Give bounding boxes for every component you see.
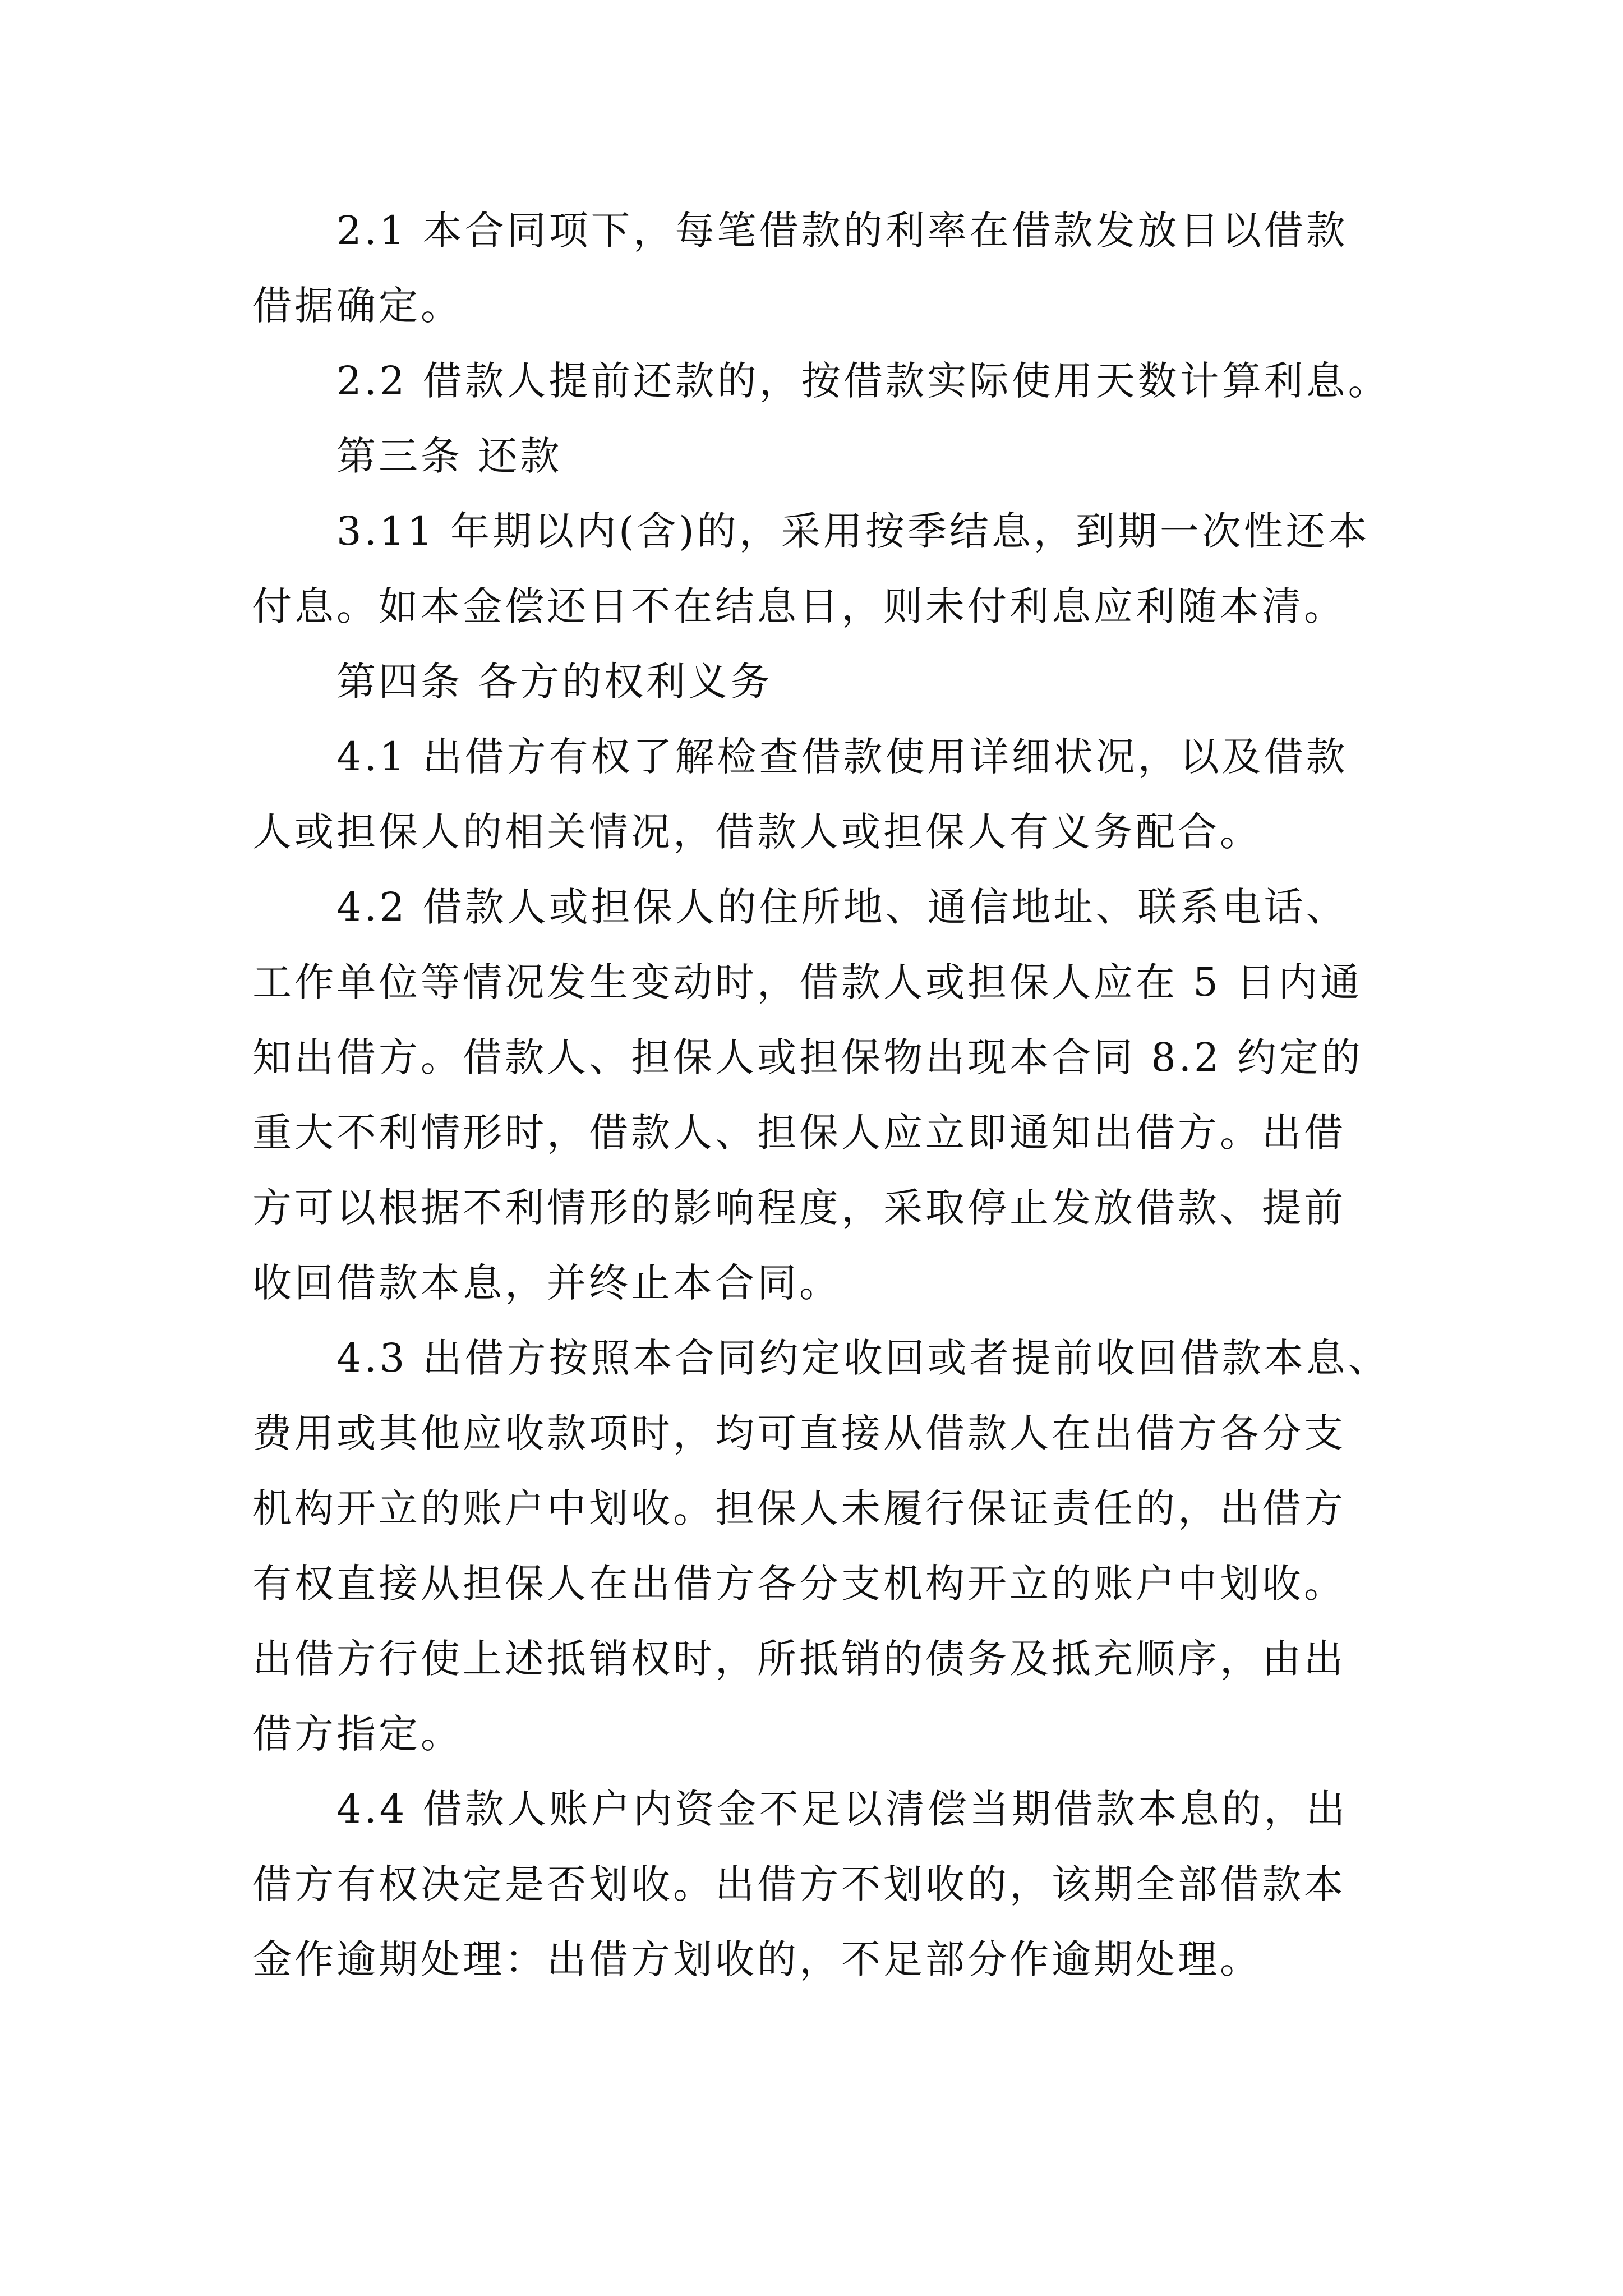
paragraph-line: 知出借方。借款人、担保人或担保物出现本合同 8.2 约定的 xyxy=(252,1034,1363,1080)
document-body xyxy=(252,193,1390,1997)
section-heading-text: 第三条 还款 xyxy=(336,433,562,479)
paragraph-line: 重大不利情形时，借款人、担保人应立即通知出借方。出借 xyxy=(252,1110,1346,1156)
paragraph-line: 4.2 借款人或担保人的住所地、通信地址、联系电话、 xyxy=(336,884,1348,930)
paragraph-line: 人或担保人的相关情况，借款人或担保人有义务配合。 xyxy=(252,809,1262,855)
paragraph-line: 4.3 出借方按照本合同约定收回或者提前收回借款本息、 xyxy=(336,1335,1390,1381)
paragraph-line: 机构开立的账户中划收。担保人未履行保证责任的，出借方 xyxy=(252,1485,1346,1531)
paragraph-line: 费用或其他应收款项时，均可直接从借款人在出借方各分支 xyxy=(252,1410,1346,1456)
paragraph-line: 付息。如本金偿还日不在结息日，则未付利息应利随本清。 xyxy=(252,583,1346,629)
paragraph-line: 2.1 本合同项下，每笔借款的利率在借款发放日以借款 xyxy=(336,208,1348,254)
paragraph-4-2 xyxy=(252,869,1385,1320)
section-heading-text: 第四条 各方的权利义务 xyxy=(336,659,773,705)
paragraph-line: 3.11 年期以内(含)的，采用按季结息，到期一次性还本 xyxy=(336,508,1370,554)
paragraph-line: 金作逾期处理：出借方划收的，不足部分作逾期处理。 xyxy=(252,1936,1262,1982)
paragraph-line: 有权直接从担保人在出借方各分支机构开立的账户中划收。 xyxy=(252,1561,1346,1607)
paragraph-line: 工作单位等情况发生变动时，借款人或担保人应在 5 日内通 xyxy=(252,959,1363,1005)
section-heading-3 xyxy=(252,418,1385,494)
paragraph-line: 借据确定。 xyxy=(252,283,463,329)
paragraph-4-1 xyxy=(252,719,1385,869)
paragraph-2-1 xyxy=(252,193,1385,343)
paragraph-4-4 xyxy=(252,1772,1385,1997)
paragraph-line: 2.2 借款人提前还款的，按借款实际使用天数计算利息。 xyxy=(336,358,1390,404)
paragraph-line: 出借方行使上述抵销权时，所抵销的债务及抵充顺序，由出 xyxy=(252,1636,1346,1682)
paragraph-line: 4.4 借款人账户内资金不足以清偿当期借款本息的，出 xyxy=(336,1786,1348,1832)
section-heading-4 xyxy=(252,644,1385,719)
paragraph-line: 借方有权决定是否划收。出借方不划收的，该期全部借款本 xyxy=(252,1861,1346,1907)
paragraph-line: 方可以根据不利情形的影响程度，采取停止发放借款、提前 xyxy=(252,1185,1346,1231)
paragraph-3-1 xyxy=(252,494,1385,644)
paragraph-line: 借方指定。 xyxy=(252,1711,463,1757)
paragraph-2-2 xyxy=(252,343,1390,418)
paragraph-line: 4.1 出借方有权了解检查借款使用详细状况，以及借款 xyxy=(336,734,1348,780)
paragraph-4-3 xyxy=(252,1320,1390,1772)
paragraph-line: 收回借款本息，并终止本合同。 xyxy=(252,1260,841,1306)
